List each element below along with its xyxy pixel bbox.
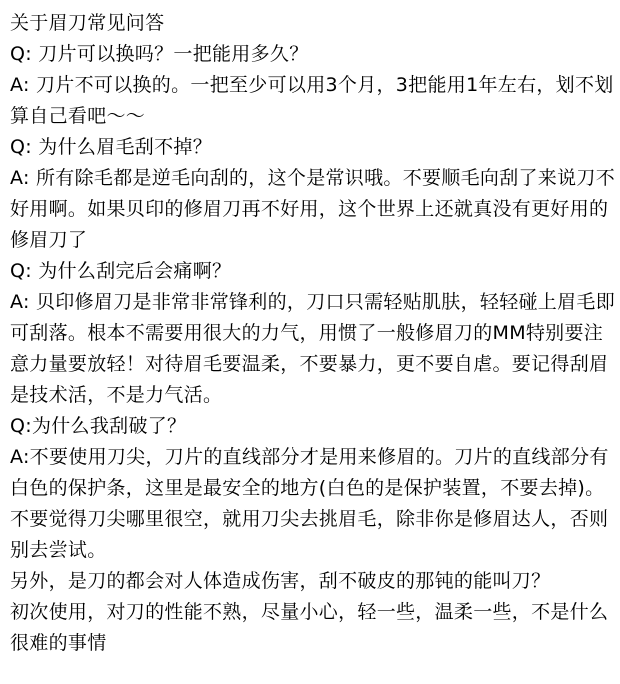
faq-answer-3: A: 贝印修眉刀是非常非常锋利的，刀口只需轻贴肌肤，轻轻碰上眉毛即可刮落。根本不需要用很大的力气，用惯了一般修眉刀的MM特别要注意力量要放轻！对待眉毛要温柔，不要暴力，更不要自虐。要记得刮眉是技术活，不是力气活。 (10, 291, 616, 406)
usage-tip: 初次使用，对刀的性能不熟，尽量小心，轻一些，温柔一些，不是什么很难的事情 (10, 601, 609, 654)
document-title: 关于眉刀常见问答 (10, 12, 165, 34)
faq-question-4: Q:为什么我刮破了？ (10, 415, 187, 437)
additional-note: 另外，是刀的都会对人体造成伤害，刮不破皮的那钝的能叫刀？ (10, 570, 551, 592)
faq-question-1: Q: 刀片可以换吗？一把能用多久？ (10, 43, 309, 65)
faq-document (10, 8, 618, 659)
faq-question-3: Q: 为什么刮完后会痛啊？ (10, 260, 232, 282)
faq-question-2: Q: 为什么眉毛刮不掉？ (10, 136, 212, 158)
faq-answer-4: A:不要使用刀尖，刀片的直线部分才是用来修眉的。刀片的直线部分有白色的保护条，这里是最安全的地方(白色的是保护装置，不要去掉)。不要觉得刀尖哪里很空，就用刀尖去挑眉毛，除非你是修眉达人，否则别去尝试。 (10, 446, 609, 561)
faq-answer-1: A: 刀片不可以换的。一把至少可以用3个月，3把能用1年左右，划不划算自己看吧～～ (10, 74, 614, 127)
faq-answer-2: A: 所有除毛都是逆毛向刮的，这个是常识哦。不要顺毛向刮了来说刀不好用啊。如果贝印的修眉刀再不好用，这个世界上还就真没有更好用的修眉刀了 (10, 167, 616, 251)
